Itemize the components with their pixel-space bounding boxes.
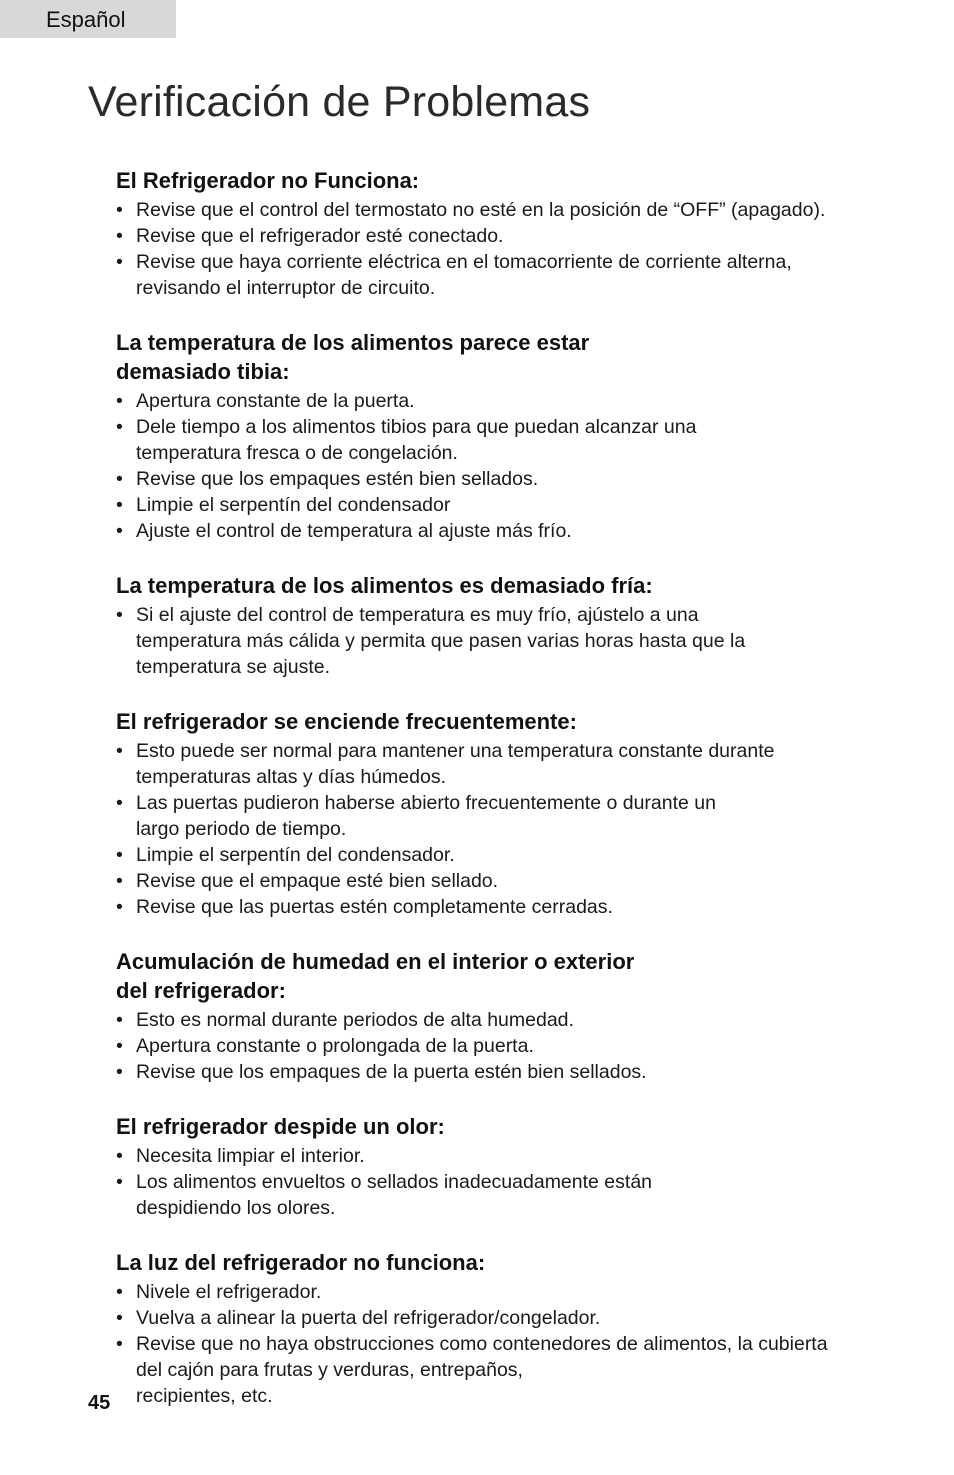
list-item: • Vuelva a alinear la puerta del refrigerador/congelador. [116,1305,916,1331]
list-item: • Necesita limpiar el interior. [116,1143,916,1169]
list-item: • Ajuste el control de temperatura al ajuste más frío. [116,518,916,544]
section-heading: Acumulación de humedad en el interior o exterior del refrigerador: [116,949,635,1003]
list-item: • Limpie el serpentín del condensador [116,492,916,518]
section-light-not-working [116,1248,916,1409]
list-item: • Revise que las puertas estén completamente cerradas. [116,894,916,920]
bullet-list [116,388,916,544]
list-item: • Revise que el control del termostato no esté en la posición de “OFF” (apagado). [116,197,916,223]
list-item: • Revise que no haya obstrucciones como contenedores de alimentos, la cubierta del cajón para frutas y verduras, entrepaños, recipientes, etc. [116,1331,916,1409]
section-food-too-cold [116,571,916,680]
list-item: • Apertura constante de la puerta. [116,388,916,414]
list-item: • Esto puede ser normal para mantener una temperatura constante durante temperaturas altas y días húmedos. [116,738,916,790]
list-item: • Las puertas pudieron haberse abierto frecuentemente o durante un largo periodo de tiempo. [116,790,916,842]
list-item: • Revise que el refrigerador esté conectado. [116,223,916,249]
list-item: • Apertura constante o prolongada de la puerta. [116,1033,916,1059]
bullet-list [116,738,916,920]
section-runs-frequently [116,707,916,920]
list-item: • Esto es normal durante periodos de alta humedad. [116,1007,916,1033]
troubleshooting-content [116,166,916,1436]
language-tab: Español [0,0,176,38]
page-title: Verificación de Problemas [88,78,591,126]
section-moisture-buildup [116,947,916,1085]
list-item: • Limpie el serpentín del condensador. [116,842,916,868]
section-refrigerator-not-working [116,166,916,301]
list-item: • Revise que el empaque esté bien sellado. [116,868,916,894]
bullet-list [116,197,916,301]
section-heading: El refrigerador despide un olor: [116,1114,445,1139]
section-food-too-warm [116,328,916,544]
page-number: 45 [88,1392,111,1414]
list-item: • Revise que los empaques estén bien sellados. [116,466,916,492]
list-item: • Los alimentos envueltos o sellados inadecuadamente están despidiendo los olores. [116,1169,916,1221]
list-item: • Dele tiempo a los alimentos tibios para que puedan alcanzar una temperatura fresca o de congelación. [116,414,916,466]
bullet-list [116,1007,916,1085]
list-item: • Revise que haya corriente eléctrica en el tomacorriente de corriente alterna, revisando el interruptor de circuito. [116,249,916,301]
section-heading: La temperatura de los alimentos parece estar demasiado tibia: [116,330,590,384]
section-heading: El Refrigerador no Funciona: [116,168,420,193]
bullet-list [116,1143,916,1221]
section-heading: La luz del refrigerador no funciona: [116,1250,486,1275]
bullet-list [116,602,916,680]
section-heading: La temperatura de los alimentos es demasiado fría: [116,573,653,598]
section-odor [116,1112,916,1221]
bullet-list [116,1279,916,1409]
list-item: • Si el ajuste del control de temperatura es muy frío, ajústelo a una temperatura más cálida y permita que pasen varias horas hasta que la temperatura se ajuste. [116,602,916,680]
list-item: • Revise que los empaques de la puerta estén bien sellados. [116,1059,916,1085]
section-heading: El refrigerador se enciende frecuentemente: [116,709,577,734]
list-item: • Nivele el refrigerador. [116,1279,916,1305]
